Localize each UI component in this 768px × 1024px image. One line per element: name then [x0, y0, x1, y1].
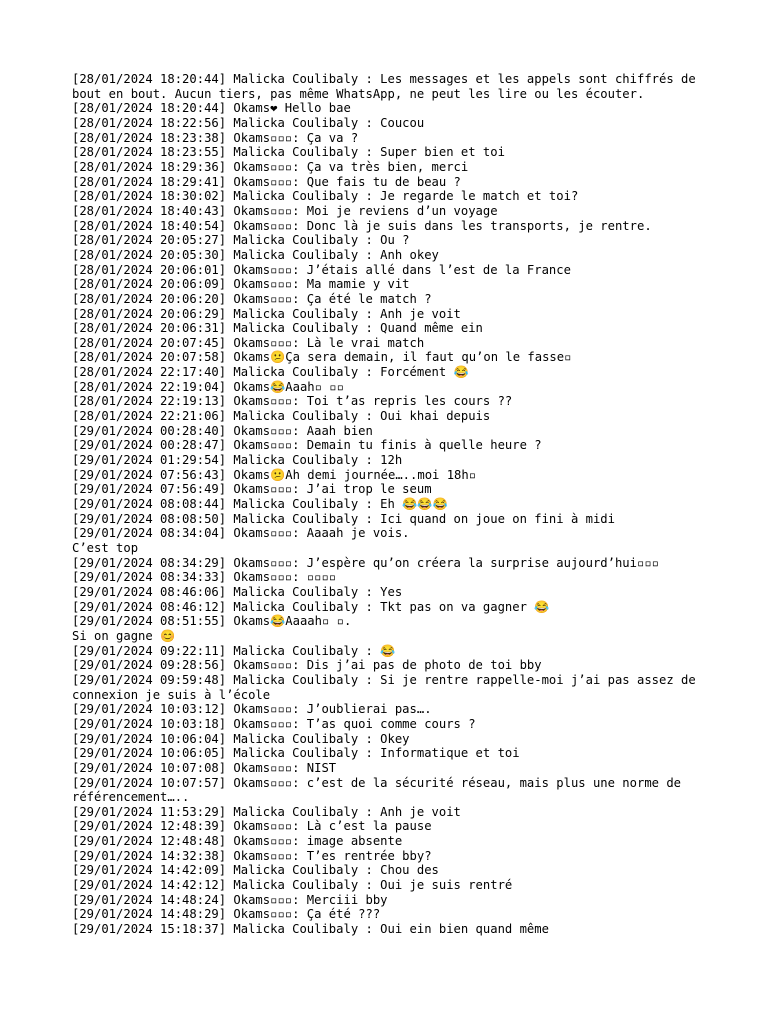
message-line: [29/01/2024 09:22:11] Malicka Coulibaly : 😂	[72, 643, 396, 658]
message-line: [28/01/2024 20:05:30] Malicka Coulibaly : Anh okey	[72, 247, 439, 262]
message-line: [29/01/2024 14:42:09] Malicka Coulibaly : Chou des	[72, 863, 439, 878]
message-line: [29/01/2024 08:34:29] Okams▫▫▫: J’espère qu’on créera la surprise aujourd’hui▫▫▫	[72, 555, 659, 570]
message-line: [28/01/2024 20:06:20] Okams▫▫▫: Ça été le match ?	[72, 291, 432, 306]
message-line: [28/01/2024 20:06:09] Okams▫▫▫: Ma mamie y vit	[72, 277, 410, 292]
message-line: [29/01/2024 10:03:12] Okams▫▫▫: J’oublierai pas….	[72, 702, 432, 717]
message-line: [28/01/2024 18:20:44] Okams❤ Hello bae	[72, 101, 351, 116]
message-line: [29/01/2024 15:18:37] Malicka Coulibaly : Oui ein bien quand même	[72, 922, 549, 937]
message-line: [28/01/2024 18:23:38] Okams▫▫▫: Ça va ?	[72, 130, 359, 145]
message-line: [29/01/2024 01:29:54] Malicka Coulibaly : 12h	[72, 453, 403, 468]
message-line: [29/01/2024 14:48:29] Okams▫▫▫: Ça été ???	[72, 907, 381, 922]
message-line: [28/01/2024 18:30:02] Malicka Coulibaly : Je regarde le match et toi?	[72, 189, 579, 204]
message-line: [28/01/2024 18:29:36] Okams▫▫▫: Ça va très bien, merci	[72, 159, 469, 174]
message-line: [29/01/2024 08:08:50] Malicka Coulibaly : Ici quand on joue on fini à midi	[72, 511, 615, 526]
message-line: [28/01/2024 22:17:40] Malicka Coulibaly : Forcément 😂	[72, 365, 469, 380]
message-line: [28/01/2024 20:06:29] Malicka Coulibaly : Anh je voit	[72, 306, 461, 321]
message-line: [29/01/2024 08:34:33] Okams▫▫▫: ▫▫▫▫	[72, 570, 337, 585]
message-line: [29/01/2024 14:42:12] Malicka Coulibaly : Oui je suis rentré	[72, 878, 513, 893]
message-line: [28/01/2024 18:20:44] Malicka Coulibaly : Les messages et les appels sont chiffrés de bout en bout. Aucun tiers, pas même WhatsApp, ne peut les lire ou les écouter.	[72, 72, 704, 101]
message-line: [28/01/2024 18:40:43] Okams▫▫▫: Moi je reviens d’un voyage	[72, 203, 498, 218]
message-line: [28/01/2024 20:05:27] Malicka Coulibaly : Ou ?	[72, 233, 410, 248]
message-line: [29/01/2024 10:06:04] Malicka Coulibaly : Okey	[72, 731, 410, 746]
message-line: [29/01/2024 08:46:12] Malicka Coulibaly : Tkt pas on va gagner 😂	[72, 599, 550, 614]
message-line: [28/01/2024 18:29:41] Okams▫▫▫: Que fais tu de beau ?	[72, 174, 461, 189]
message-line: [28/01/2024 22:21:06] Malicka Coulibaly : Oui khai depuis	[72, 409, 491, 424]
message-line: [29/01/2024 11:53:29] Malicka Coulibaly : Anh je voit	[72, 804, 461, 819]
message-line: [29/01/2024 00:28:47] Okams▫▫▫: Demain tu finis à quelle heure ?	[72, 438, 542, 453]
message-line: [28/01/2024 20:07:58] Okams😕Ça sera demain, il faut qu’on le fasse▫	[72, 350, 572, 365]
message-line: [29/01/2024 14:32:38] Okams▫▫▫: T’es rentrée bby?	[72, 848, 432, 863]
message-line: [28/01/2024 20:07:45] Okams▫▫▫: Là le vrai match	[72, 335, 425, 350]
message-line: [29/01/2024 10:03:18] Okams▫▫▫: T’as quoi comme cours ?	[72, 716, 476, 731]
message-line: [28/01/2024 22:19:13] Okams▫▫▫: Toi t’as repris les cours ??	[72, 394, 513, 409]
message-line: [29/01/2024 07:56:49] Okams▫▫▫: J’ai trop le seum	[72, 482, 432, 497]
message-line: [29/01/2024 14:48:24] Okams▫▫▫: Merciii bby	[72, 892, 388, 907]
message-line: [29/01/2024 08:51:55] Okams😂Aaaah▫ ▫. Si on gagne 😊	[72, 614, 352, 643]
message-line: [29/01/2024 10:07:08] Okams▫▫▫: NIST	[72, 760, 337, 775]
message-line: [29/01/2024 12:48:48] Okams▫▫▫: image absente	[72, 834, 403, 849]
message-line: [29/01/2024 08:34:04] Okams▫▫▫: Aaaah je vois. C’est top	[72, 526, 410, 555]
message-line: [29/01/2024 07:56:43] Okams😕Ah demi journée…..moi 18h▫	[72, 467, 477, 482]
message-line: [28/01/2024 20:06:01] Okams▫▫▫: J’étais allé dans l’est de la France	[72, 262, 571, 277]
message-line: [29/01/2024 10:06:05] Malicka Coulibaly : Informatique et toi	[72, 746, 520, 761]
message-line: [29/01/2024 10:07:57] Okams▫▫▫: c’est de la sécurité réseau, mais plus une norme de référencement…..	[72, 775, 689, 805]
message-line: [28/01/2024 18:40:54] Okams▫▫▫: Donc là je suis dans les transports, je rentre.	[72, 218, 652, 233]
message-line: [29/01/2024 09:59:48] Malicka Coulibaly : Si je rentre rappelle-moi j’ai pas assez de connexion je suis à l’école	[72, 672, 704, 702]
message-line: [29/01/2024 00:28:40] Okams▫▫▫: Aaah bien	[72, 423, 373, 438]
message-line: [28/01/2024 18:22:56] Malicka Coulibaly : Coucou	[72, 115, 425, 130]
chat-transcript	[72, 72, 702, 937]
message-line: [28/01/2024 18:23:55] Malicka Coulibaly : Super bien et toi	[72, 145, 505, 160]
message-line: [29/01/2024 12:48:39] Okams▫▫▫: Là c’est la pause	[72, 819, 432, 834]
message-line: [29/01/2024 08:46:06] Malicka Coulibaly : Yes	[72, 584, 403, 599]
message-line: [28/01/2024 20:06:31] Malicka Coulibaly : Quand même ein	[72, 321, 483, 336]
message-line: [29/01/2024 09:28:56] Okams▫▫▫: Dis j’ai pas de photo de toi bby	[72, 658, 542, 673]
message-line: [29/01/2024 08:08:44] Malicka Coulibaly : Eh 😂😂😂	[72, 497, 448, 512]
message-line: [28/01/2024 22:19:04] Okams😂Aaah▫ ▫▫	[72, 379, 344, 394]
